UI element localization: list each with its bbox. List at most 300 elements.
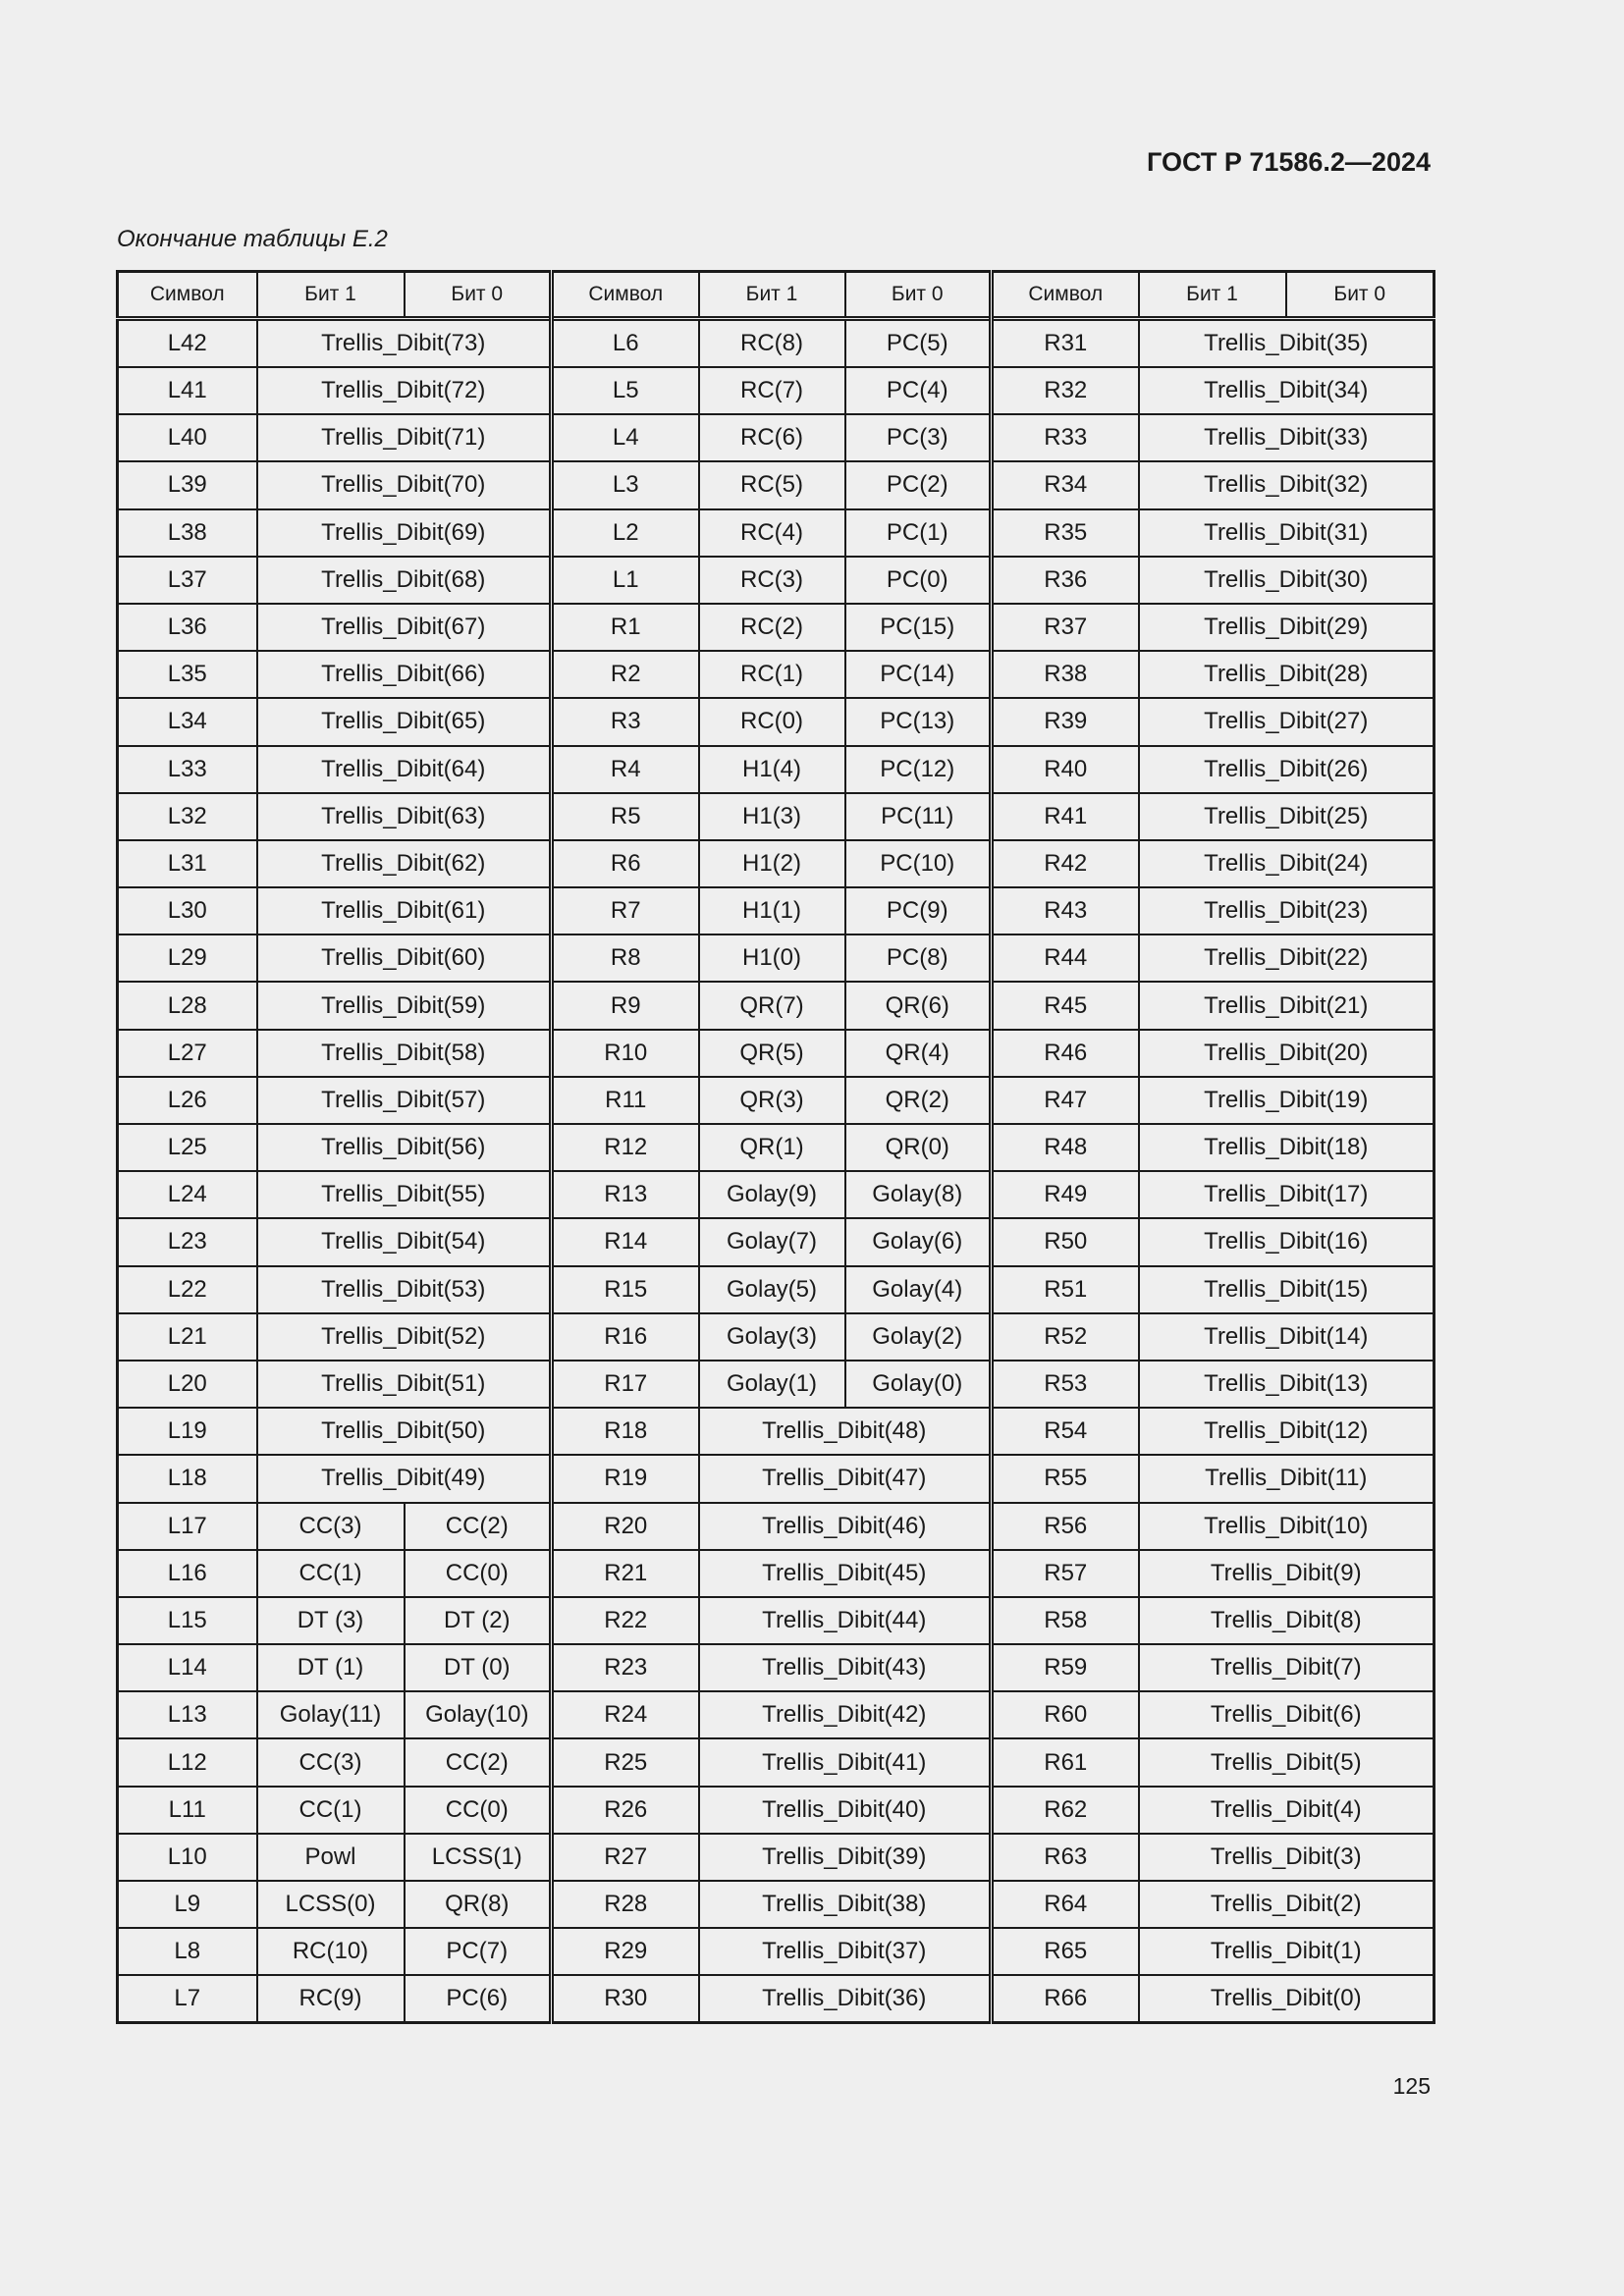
- bit0-cell: PC(2): [845, 461, 992, 508]
- symbol-cell: R21: [552, 1550, 699, 1597]
- symbol-cell: L31: [118, 840, 257, 887]
- bit1-cell: RC(9): [257, 1975, 405, 2023]
- symbol-cell: R1: [552, 604, 699, 651]
- merged-bits-cell: Trellis_Dibit(62): [257, 840, 552, 887]
- symbol-cell: L39: [118, 461, 257, 508]
- table-row: [118, 1313, 1435, 1361]
- symbol-cell: L37: [118, 557, 257, 604]
- table-caption: Окончание таблицы Е.2: [117, 226, 388, 252]
- column-header: Символ: [118, 272, 257, 319]
- merged-bits-cell: Trellis_Dibit(17): [1139, 1171, 1435, 1218]
- merged-bits-cell: Trellis_Dibit(69): [257, 509, 552, 557]
- symbol-cell: R17: [552, 1361, 699, 1408]
- symbol-cell: L41: [118, 367, 257, 414]
- table-row: [118, 414, 1435, 461]
- merged-bits-cell: Trellis_Dibit(59): [257, 982, 552, 1029]
- merged-bits-cell: Trellis_Dibit(22): [1139, 934, 1435, 982]
- bit1-cell: DT (3): [257, 1597, 405, 1644]
- table-row: [118, 1266, 1435, 1313]
- table-row: [118, 1171, 1435, 1218]
- bit1-cell: RC(3): [699, 557, 845, 604]
- merged-bits-cell: Trellis_Dibit(35): [1139, 319, 1435, 368]
- table-row: [118, 1644, 1435, 1691]
- merged-bits-cell: Trellis_Dibit(66): [257, 651, 552, 698]
- symbol-cell: R29: [552, 1928, 699, 1975]
- column-header: Бит 1: [699, 272, 845, 319]
- table-row: [118, 557, 1435, 604]
- symbol-cell: R23: [552, 1644, 699, 1691]
- bit1-cell: RC(8): [699, 319, 845, 368]
- column-header: Бит 1: [257, 272, 405, 319]
- symbol-cell: L4: [552, 414, 699, 461]
- bit0-cell: QR(8): [405, 1881, 552, 1928]
- symbol-cell: R57: [992, 1550, 1139, 1597]
- table-row: [118, 1550, 1435, 1597]
- symbol-cell: L5: [552, 367, 699, 414]
- bit0-cell: QR(2): [845, 1077, 992, 1124]
- column-header: Символ: [992, 272, 1139, 319]
- symbol-cell: R9: [552, 982, 699, 1029]
- symbol-cell: R31: [992, 319, 1139, 368]
- merged-bits-cell: Trellis_Dibit(26): [1139, 746, 1435, 793]
- symbol-cell: R46: [992, 1030, 1139, 1077]
- table-row: [118, 1834, 1435, 1881]
- symbol-cell: R49: [992, 1171, 1139, 1218]
- symbol-cell: L1: [552, 557, 699, 604]
- bit1-cell: Golay(11): [257, 1691, 405, 1738]
- merged-bits-cell: Trellis_Dibit(16): [1139, 1218, 1435, 1265]
- symbol-cell: R35: [992, 509, 1139, 557]
- symbol-cell: R39: [992, 698, 1139, 745]
- column-header: Бит 1: [1139, 272, 1286, 319]
- symbol-cell: L10: [118, 1834, 257, 1881]
- symbol-cell: L27: [118, 1030, 257, 1077]
- bit1-cell: QR(7): [699, 982, 845, 1029]
- bit0-cell: PC(3): [845, 414, 992, 461]
- merged-bits-cell: Trellis_Dibit(68): [257, 557, 552, 604]
- merged-bits-cell: Trellis_Dibit(55): [257, 1171, 552, 1218]
- symbol-cell: R37: [992, 604, 1139, 651]
- merged-bits-cell: Trellis_Dibit(45): [699, 1550, 992, 1597]
- merged-bits-cell: Trellis_Dibit(30): [1139, 557, 1435, 604]
- bit1-cell: RC(0): [699, 698, 845, 745]
- merged-bits-cell: Trellis_Dibit(4): [1139, 1787, 1435, 1834]
- symbol-cell: L36: [118, 604, 257, 651]
- bit1-cell: Golay(9): [699, 1171, 845, 1218]
- merged-bits-cell: Trellis_Dibit(37): [699, 1928, 992, 1975]
- table-row: [118, 604, 1435, 651]
- bit0-cell: Golay(2): [845, 1313, 992, 1361]
- symbol-cell: R6: [552, 840, 699, 887]
- bit0-cell: PC(7): [405, 1928, 552, 1975]
- symbol-cell: R36: [992, 557, 1139, 604]
- table-row: [118, 1597, 1435, 1644]
- symbol-cell: R48: [992, 1124, 1139, 1171]
- table-row: [118, 1455, 1435, 1502]
- symbol-cell: R15: [552, 1266, 699, 1313]
- symbol-cell: R18: [552, 1408, 699, 1455]
- merged-bits-cell: Trellis_Dibit(49): [257, 1455, 552, 1502]
- symbol-cell: R10: [552, 1030, 699, 1077]
- merged-bits-cell: Trellis_Dibit(24): [1139, 840, 1435, 887]
- bit0-cell: QR(0): [845, 1124, 992, 1171]
- bit1-cell: H1(1): [699, 887, 845, 934]
- bit1-cell: QR(5): [699, 1030, 845, 1077]
- symbol-cell: R8: [552, 934, 699, 982]
- symbol-cell: L23: [118, 1218, 257, 1265]
- table-row: [118, 1218, 1435, 1265]
- symbol-cell: R26: [552, 1787, 699, 1834]
- bit-mapping-table: [116, 270, 1435, 2024]
- symbol-cell: R19: [552, 1455, 699, 1502]
- merged-bits-cell: Trellis_Dibit(43): [699, 1644, 992, 1691]
- merged-bits-cell: Trellis_Dibit(28): [1139, 651, 1435, 698]
- bit0-cell: PC(10): [845, 840, 992, 887]
- merged-bits-cell: Trellis_Dibit(25): [1139, 793, 1435, 840]
- merged-bits-cell: Trellis_Dibit(7): [1139, 1644, 1435, 1691]
- symbol-cell: R66: [992, 1975, 1139, 2023]
- merged-bits-cell: Trellis_Dibit(56): [257, 1124, 552, 1171]
- symbol-cell: R61: [992, 1738, 1139, 1786]
- bit1-cell: CC(3): [257, 1503, 405, 1550]
- table-row: [118, 1077, 1435, 1124]
- symbol-cell: R50: [992, 1218, 1139, 1265]
- symbol-cell: L11: [118, 1787, 257, 1834]
- symbol-cell: L6: [552, 319, 699, 368]
- symbol-cell: L26: [118, 1077, 257, 1124]
- bit1-cell: QR(1): [699, 1124, 845, 1171]
- symbol-cell: L22: [118, 1266, 257, 1313]
- symbol-cell: L7: [118, 1975, 257, 2023]
- table-row: [118, 651, 1435, 698]
- table-row: [118, 1928, 1435, 1975]
- symbol-cell: R5: [552, 793, 699, 840]
- symbol-cell: L2: [552, 509, 699, 557]
- bit1-cell: H1(2): [699, 840, 845, 887]
- merged-bits-cell: Trellis_Dibit(38): [699, 1881, 992, 1928]
- bit0-cell: QR(6): [845, 982, 992, 1029]
- merged-bits-cell: Trellis_Dibit(27): [1139, 698, 1435, 745]
- merged-bits-cell: Trellis_Dibit(15): [1139, 1266, 1435, 1313]
- page-number: 125: [1392, 2073, 1431, 2099]
- table-row: [118, 1124, 1435, 1171]
- table-header-row: [118, 272, 1435, 319]
- symbol-cell: R3: [552, 698, 699, 745]
- bit0-cell: PC(9): [845, 887, 992, 934]
- merged-bits-cell: Trellis_Dibit(52): [257, 1313, 552, 1361]
- bit0-cell: DT (0): [405, 1644, 552, 1691]
- symbol-cell: R12: [552, 1124, 699, 1171]
- merged-bits-cell: Trellis_Dibit(2): [1139, 1881, 1435, 1928]
- table-row: [118, 746, 1435, 793]
- symbol-cell: L30: [118, 887, 257, 934]
- symbol-cell: L18: [118, 1455, 257, 1502]
- merged-bits-cell: Trellis_Dibit(53): [257, 1266, 552, 1313]
- merged-bits-cell: Trellis_Dibit(61): [257, 887, 552, 934]
- symbol-cell: L21: [118, 1313, 257, 1361]
- table-row: [118, 982, 1435, 1029]
- merged-bits-cell: Trellis_Dibit(33): [1139, 414, 1435, 461]
- merged-bits-cell: Trellis_Dibit(72): [257, 367, 552, 414]
- bit1-cell: RC(4): [699, 509, 845, 557]
- merged-bits-cell: Trellis_Dibit(20): [1139, 1030, 1435, 1077]
- bit1-cell: RC(1): [699, 651, 845, 698]
- symbol-cell: R45: [992, 982, 1139, 1029]
- symbol-cell: R41: [992, 793, 1139, 840]
- merged-bits-cell: Trellis_Dibit(3): [1139, 1834, 1435, 1881]
- table-row: [118, 319, 1435, 368]
- bit1-cell: CC(3): [257, 1738, 405, 1786]
- merged-bits-cell: Trellis_Dibit(39): [699, 1834, 992, 1881]
- column-header: Бит 0: [405, 272, 552, 319]
- symbol-cell: L33: [118, 746, 257, 793]
- bit1-cell: RC(7): [699, 367, 845, 414]
- table-row: [118, 1787, 1435, 1834]
- symbol-cell: L20: [118, 1361, 257, 1408]
- symbol-cell: L40: [118, 414, 257, 461]
- symbol-cell: L25: [118, 1124, 257, 1171]
- merged-bits-cell: Trellis_Dibit(40): [699, 1787, 992, 1834]
- merged-bits-cell: Trellis_Dibit(13): [1139, 1361, 1435, 1408]
- symbol-cell: R56: [992, 1503, 1139, 1550]
- symbol-cell: L3: [552, 461, 699, 508]
- merged-bits-cell: Trellis_Dibit(31): [1139, 509, 1435, 557]
- symbol-cell: R53: [992, 1361, 1139, 1408]
- merged-bits-cell: Trellis_Dibit(19): [1139, 1077, 1435, 1124]
- merged-bits-cell: Trellis_Dibit(65): [257, 698, 552, 745]
- merged-bits-cell: Trellis_Dibit(46): [699, 1503, 992, 1550]
- document-title: ГОСТ Р 71586.2—2024: [1147, 147, 1431, 177]
- merged-bits-cell: Trellis_Dibit(18): [1139, 1124, 1435, 1171]
- bit0-cell: PC(4): [845, 367, 992, 414]
- merged-bits-cell: Trellis_Dibit(58): [257, 1030, 552, 1077]
- merged-bits-cell: Trellis_Dibit(42): [699, 1691, 992, 1738]
- merged-bits-cell: Trellis_Dibit(0): [1139, 1975, 1435, 2023]
- merged-bits-cell: Trellis_Dibit(54): [257, 1218, 552, 1265]
- bit0-cell: DT (2): [405, 1597, 552, 1644]
- merged-bits-cell: Trellis_Dibit(11): [1139, 1455, 1435, 1502]
- bit1-cell: Powl: [257, 1834, 405, 1881]
- bit0-cell: QR(4): [845, 1030, 992, 1077]
- symbol-cell: R62: [992, 1787, 1139, 1834]
- table-row: [118, 1408, 1435, 1455]
- merged-bits-cell: Trellis_Dibit(50): [257, 1408, 552, 1455]
- symbol-cell: L28: [118, 982, 257, 1029]
- bit1-cell: Golay(5): [699, 1266, 845, 1313]
- bit0-cell: PC(13): [845, 698, 992, 745]
- symbol-cell: L35: [118, 651, 257, 698]
- merged-bits-cell: Trellis_Dibit(47): [699, 1455, 992, 1502]
- table-row: [118, 1361, 1435, 1408]
- symbol-cell: R47: [992, 1077, 1139, 1124]
- table-row: [118, 1691, 1435, 1738]
- symbol-cell: L8: [118, 1928, 257, 1975]
- symbol-cell: R34: [992, 461, 1139, 508]
- merged-bits-cell: Trellis_Dibit(64): [257, 746, 552, 793]
- merged-bits-cell: Trellis_Dibit(41): [699, 1738, 992, 1786]
- merged-bits-cell: Trellis_Dibit(63): [257, 793, 552, 840]
- merged-bits-cell: Trellis_Dibit(73): [257, 319, 552, 368]
- symbol-cell: R24: [552, 1691, 699, 1738]
- symbol-cell: R65: [992, 1928, 1139, 1975]
- table-row: [118, 461, 1435, 508]
- bit0-cell: Golay(10): [405, 1691, 552, 1738]
- bit1-cell: RC(10): [257, 1928, 405, 1975]
- bit0-cell: CC(0): [405, 1787, 552, 1834]
- symbol-cell: L14: [118, 1644, 257, 1691]
- merged-bits-cell: Trellis_Dibit(29): [1139, 604, 1435, 651]
- bit0-cell: Golay(6): [845, 1218, 992, 1265]
- symbol-cell: L38: [118, 509, 257, 557]
- symbol-cell: R32: [992, 367, 1139, 414]
- table-row: [118, 934, 1435, 982]
- symbol-cell: L32: [118, 793, 257, 840]
- merged-bits-cell: Trellis_Dibit(12): [1139, 1408, 1435, 1455]
- symbol-cell: R42: [992, 840, 1139, 887]
- bit1-cell: H1(4): [699, 746, 845, 793]
- merged-bits-cell: Trellis_Dibit(57): [257, 1077, 552, 1124]
- column-header: Бит 0: [1286, 272, 1435, 319]
- symbol-cell: L24: [118, 1171, 257, 1218]
- symbol-cell: R43: [992, 887, 1139, 934]
- bit0-cell: CC(2): [405, 1503, 552, 1550]
- merged-bits-cell: Trellis_Dibit(48): [699, 1408, 992, 1455]
- bit0-cell: PC(15): [845, 604, 992, 651]
- bit1-cell: Golay(7): [699, 1218, 845, 1265]
- symbol-cell: R14: [552, 1218, 699, 1265]
- table-row: [118, 509, 1435, 557]
- symbol-cell: R64: [992, 1881, 1139, 1928]
- symbol-cell: R2: [552, 651, 699, 698]
- bit1-cell: RC(2): [699, 604, 845, 651]
- merged-bits-cell: Trellis_Dibit(67): [257, 604, 552, 651]
- bit0-cell: Golay(0): [845, 1361, 992, 1408]
- symbol-cell: L34: [118, 698, 257, 745]
- merged-bits-cell: Trellis_Dibit(32): [1139, 461, 1435, 508]
- table-row: [118, 1030, 1435, 1077]
- table-row: [118, 1881, 1435, 1928]
- table-row: [118, 1503, 1435, 1550]
- merged-bits-cell: Trellis_Dibit(71): [257, 414, 552, 461]
- merged-bits-cell: Trellis_Dibit(44): [699, 1597, 992, 1644]
- bit1-cell: DT (1): [257, 1644, 405, 1691]
- bit1-cell: H1(3): [699, 793, 845, 840]
- symbol-cell: R58: [992, 1597, 1139, 1644]
- symbol-cell: L16: [118, 1550, 257, 1597]
- merged-bits-cell: Trellis_Dibit(60): [257, 934, 552, 982]
- symbol-cell: R63: [992, 1834, 1139, 1881]
- bit1-cell: RC(5): [699, 461, 845, 508]
- bit0-cell: PC(6): [405, 1975, 552, 2023]
- bit0-cell: PC(5): [845, 319, 992, 368]
- table-row: [118, 698, 1435, 745]
- bit0-cell: Golay(8): [845, 1171, 992, 1218]
- symbol-cell: L13: [118, 1691, 257, 1738]
- symbol-cell: R30: [552, 1975, 699, 2023]
- symbol-cell: R52: [992, 1313, 1139, 1361]
- merged-bits-cell: Trellis_Dibit(10): [1139, 1503, 1435, 1550]
- bit0-cell: Golay(4): [845, 1266, 992, 1313]
- symbol-cell: R51: [992, 1266, 1139, 1313]
- symbol-cell: L17: [118, 1503, 257, 1550]
- symbol-cell: R55: [992, 1455, 1139, 1502]
- symbol-cell: L19: [118, 1408, 257, 1455]
- table-row: [118, 1738, 1435, 1786]
- merged-bits-cell: Trellis_Dibit(1): [1139, 1928, 1435, 1975]
- table-row: [118, 793, 1435, 840]
- table-row: [118, 1975, 1435, 2023]
- bit0-cell: PC(8): [845, 934, 992, 982]
- merged-bits-cell: Trellis_Dibit(14): [1139, 1313, 1435, 1361]
- symbol-cell: R27: [552, 1834, 699, 1881]
- symbol-cell: L29: [118, 934, 257, 982]
- bit0-cell: LCSS(1): [405, 1834, 552, 1881]
- bit0-cell: PC(0): [845, 557, 992, 604]
- symbol-cell: R22: [552, 1597, 699, 1644]
- merged-bits-cell: Trellis_Dibit(6): [1139, 1691, 1435, 1738]
- merged-bits-cell: Trellis_Dibit(21): [1139, 982, 1435, 1029]
- symbol-cell: R25: [552, 1738, 699, 1786]
- merged-bits-cell: Trellis_Dibit(5): [1139, 1738, 1435, 1786]
- bit0-cell: PC(14): [845, 651, 992, 698]
- symbol-cell: R13: [552, 1171, 699, 1218]
- symbol-cell: L15: [118, 1597, 257, 1644]
- merged-bits-cell: Trellis_Dibit(34): [1139, 367, 1435, 414]
- symbol-cell: R59: [992, 1644, 1139, 1691]
- bit1-cell: RC(6): [699, 414, 845, 461]
- bit0-cell: PC(12): [845, 746, 992, 793]
- bit1-cell: CC(1): [257, 1550, 405, 1597]
- bit1-cell: Golay(3): [699, 1313, 845, 1361]
- merged-bits-cell: Trellis_Dibit(23): [1139, 887, 1435, 934]
- symbol-cell: R11: [552, 1077, 699, 1124]
- bit1-cell: LCSS(0): [257, 1881, 405, 1928]
- symbol-cell: R7: [552, 887, 699, 934]
- symbol-cell: R54: [992, 1408, 1139, 1455]
- symbol-cell: R20: [552, 1503, 699, 1550]
- symbol-cell: R60: [992, 1691, 1139, 1738]
- bit1-cell: Golay(1): [699, 1361, 845, 1408]
- symbol-cell: R33: [992, 414, 1139, 461]
- bit1-cell: H1(0): [699, 934, 845, 982]
- column-header: Символ: [552, 272, 699, 319]
- bit0-cell: CC(0): [405, 1550, 552, 1597]
- column-header: Бит 0: [845, 272, 992, 319]
- symbol-cell: L12: [118, 1738, 257, 1786]
- symbol-cell: R44: [992, 934, 1139, 982]
- symbol-cell: L42: [118, 319, 257, 368]
- bit1-cell: CC(1): [257, 1787, 405, 1834]
- bit0-cell: PC(11): [845, 793, 992, 840]
- table-row: [118, 367, 1435, 414]
- symbol-cell: R38: [992, 651, 1139, 698]
- symbol-cell: R40: [992, 746, 1139, 793]
- merged-bits-cell: Trellis_Dibit(9): [1139, 1550, 1435, 1597]
- symbol-cell: L9: [118, 1881, 257, 1928]
- merged-bits-cell: Trellis_Dibit(8): [1139, 1597, 1435, 1644]
- table-row: [118, 840, 1435, 887]
- symbol-cell: R28: [552, 1881, 699, 1928]
- bit1-cell: QR(3): [699, 1077, 845, 1124]
- symbol-cell: R4: [552, 746, 699, 793]
- table-row: [118, 887, 1435, 934]
- bit0-cell: CC(2): [405, 1738, 552, 1786]
- merged-bits-cell: Trellis_Dibit(51): [257, 1361, 552, 1408]
- merged-bits-cell: Trellis_Dibit(36): [699, 1975, 992, 2023]
- symbol-cell: R16: [552, 1313, 699, 1361]
- bit0-cell: PC(1): [845, 509, 992, 557]
- merged-bits-cell: Trellis_Dibit(70): [257, 461, 552, 508]
